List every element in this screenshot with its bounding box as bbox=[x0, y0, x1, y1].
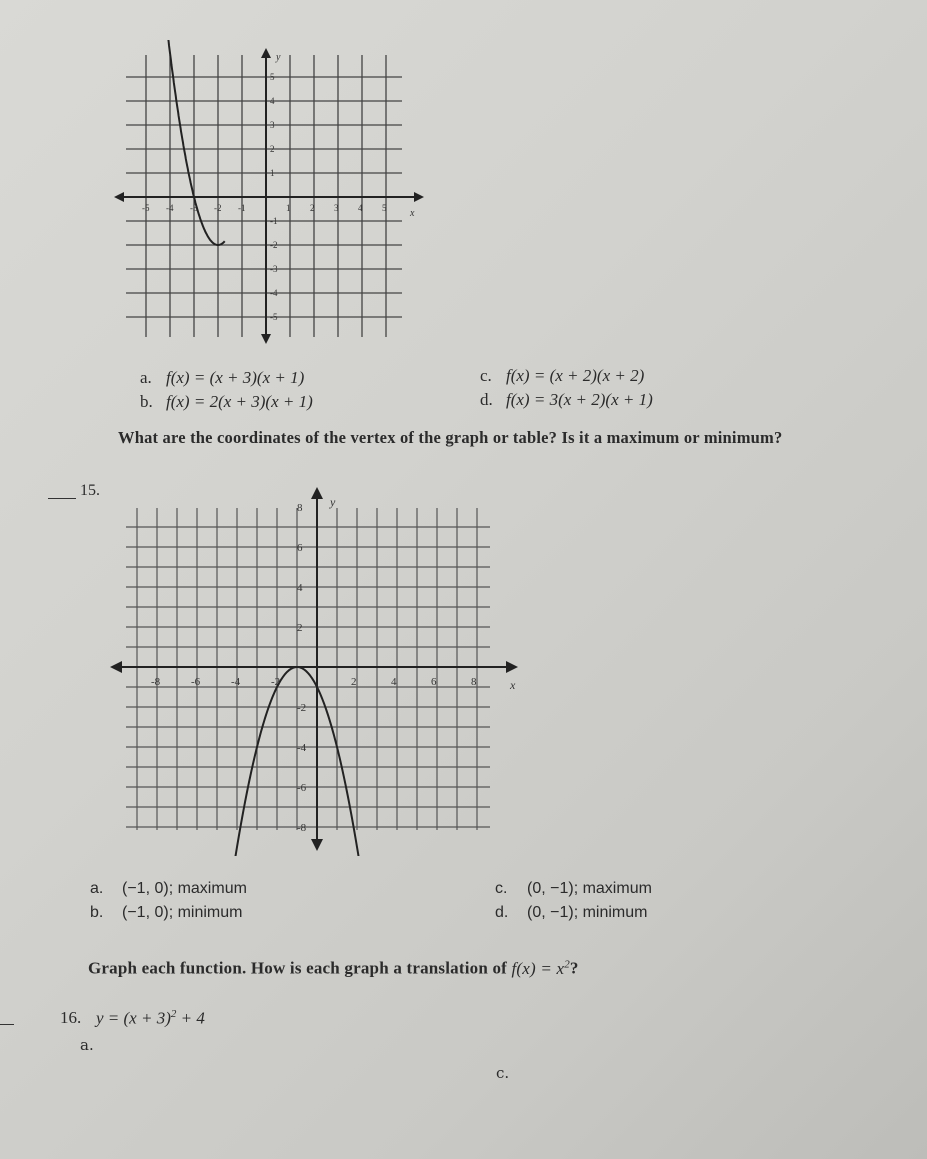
q15-option-b[interactable] bbox=[90, 904, 242, 922]
y-axis-arrow-down bbox=[311, 839, 323, 851]
translation-function: $f(x) = x^2$ bbox=[511, 958, 570, 978]
y-axis-label-q15: y bbox=[330, 495, 336, 509]
y-tick-label: 6 bbox=[297, 542, 303, 554]
y-axis-label-q14: y bbox=[276, 52, 281, 63]
q14-option-b-letter: b. bbox=[140, 392, 153, 411]
x-axis-arrow-left bbox=[114, 192, 124, 202]
y-tick-label: 1 bbox=[270, 168, 275, 178]
q16-part-a-label: a. bbox=[80, 1036, 94, 1054]
q14-option-a-text: f(x) = (x + 3)(x + 1) bbox=[166, 368, 305, 387]
x-axis-label-q15: x bbox=[510, 678, 516, 692]
parabola-q15 bbox=[225, 667, 367, 856]
y-tick-label: -3 bbox=[270, 264, 278, 274]
q14-option-c[interactable] bbox=[480, 366, 644, 386]
q14-option-d-letter: d. bbox=[480, 390, 493, 409]
q15-option-c-text: (0, −1); maximum bbox=[527, 880, 652, 897]
graph-q15 bbox=[108, 484, 528, 856]
y-tick-label: -2 bbox=[297, 702, 307, 714]
q15-option-d[interactable] bbox=[495, 904, 647, 922]
q15-option-a-letter: a. bbox=[90, 880, 104, 897]
y-tick-label: 5 bbox=[270, 72, 275, 82]
q15-option-d-letter: d. bbox=[495, 904, 509, 921]
translation-prompt-text: Graph each function. How is each graph a translation of bbox=[88, 958, 508, 978]
x-tick-label: -4 bbox=[166, 203, 174, 213]
q16-answer-blank[interactable] bbox=[0, 1024, 14, 1025]
y-axis-arrow-down bbox=[261, 334, 271, 344]
y-tick-label: -5 bbox=[270, 312, 278, 322]
q15-number: 15. bbox=[80, 482, 100, 499]
y-tick-label: -4 bbox=[297, 742, 307, 754]
q15-option-c-letter: c. bbox=[495, 880, 508, 897]
x-tick-label: -1 bbox=[238, 203, 246, 213]
x-axis-label-q14: x bbox=[410, 208, 415, 219]
x-tick-label: 4 bbox=[358, 203, 363, 213]
translation-prompt bbox=[88, 958, 579, 979]
q16-number: 16. bbox=[60, 1008, 82, 1027]
q14-option-b[interactable] bbox=[140, 392, 313, 412]
q14-option-a[interactable] bbox=[140, 368, 304, 388]
y-tick-label: -6 bbox=[297, 782, 307, 794]
x-tick-label: 2 bbox=[310, 203, 315, 213]
x-tick-label: 2 bbox=[351, 676, 357, 688]
q16-part-c-label: c. bbox=[496, 1064, 510, 1082]
x-tick-label: -3 bbox=[190, 203, 198, 213]
q15-option-d-text: (0, −1); minimum bbox=[527, 904, 648, 921]
x-tick-label: 4 bbox=[391, 676, 397, 688]
x-tick-label: -6 bbox=[191, 676, 201, 688]
y-tick-label: -4 bbox=[270, 288, 278, 298]
x-tick-label: -4 bbox=[231, 676, 241, 688]
q15-answer-blank[interactable] bbox=[48, 498, 76, 499]
x-tick-label: -2 bbox=[214, 203, 222, 213]
q15-option-b-text: (−1, 0); minimum bbox=[122, 904, 243, 921]
q14-option-d-text: f(x) = 3(x + 2)(x + 1) bbox=[506, 390, 653, 409]
x-tick-label: 5 bbox=[382, 203, 387, 213]
y-tick-label: 4 bbox=[270, 96, 275, 106]
q14-option-b-text: f(x) = 2(x + 3)(x + 1) bbox=[166, 392, 313, 411]
graph-q14 bbox=[110, 40, 440, 350]
y-tick-label: -8 bbox=[297, 822, 307, 834]
q14-option-c-letter: c. bbox=[480, 366, 492, 385]
x-tick-label: 6 bbox=[431, 676, 437, 688]
vertex-prompt: What are the coordinates of the vertex of the graph or table? Is it a maximum or minimum? bbox=[118, 428, 783, 447]
q14-option-c-text: f(x) = (x + 2)(x + 2) bbox=[506, 366, 645, 385]
x-tick-label: 8 bbox=[471, 676, 477, 688]
y-tick-label: -1 bbox=[270, 216, 278, 226]
x-tick-label: -5 bbox=[142, 203, 150, 213]
y-tick-label: 2 bbox=[270, 144, 275, 154]
x-tick-label: 3 bbox=[334, 203, 339, 213]
y-tick-label: 3 bbox=[270, 120, 275, 130]
translation-question-mark: ? bbox=[569, 958, 579, 978]
q16-equation: $y = (x + 3)^2 + 4$ bbox=[96, 1008, 205, 1028]
x-tick-label: 1 bbox=[286, 203, 291, 213]
q15-option-b-letter: b. bbox=[90, 904, 104, 921]
q15-option-c[interactable] bbox=[495, 880, 652, 898]
y-tick-label: -2 bbox=[270, 240, 278, 250]
y-tick-label: 2 bbox=[297, 622, 303, 634]
y-axis-arrow-up bbox=[311, 487, 323, 499]
x-axis-arrow-right bbox=[414, 192, 424, 202]
q15-option-a-text: (−1, 0); maximum bbox=[122, 880, 247, 897]
x-tick-label: -2 bbox=[271, 676, 281, 688]
q14-option-d[interactable] bbox=[480, 390, 653, 410]
grid-q15 bbox=[126, 508, 490, 830]
q15-option-a[interactable] bbox=[90, 880, 247, 898]
x-axis-arrow-left bbox=[110, 661, 122, 673]
q14-option-a-letter: a. bbox=[140, 368, 152, 387]
x-tick-label: -8 bbox=[151, 676, 161, 688]
y-axis-arrow-up bbox=[261, 48, 271, 58]
x-axis-arrow-right bbox=[506, 661, 518, 673]
y-tick-label: 4 bbox=[297, 582, 303, 594]
y-tick-label: 8 bbox=[297, 502, 303, 514]
